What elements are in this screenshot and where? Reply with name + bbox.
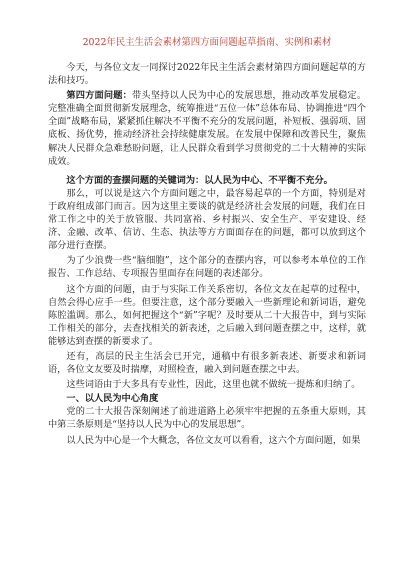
new-terms-paragraph: 这个方面的问题，由于与实际工作关系密切，各位文友在起草的过程中，自然会得心应手一些。但要注意，这个部分要融入一些新理论和新词语，避免陈腔滥调。那么，如何把握这个“新”字呢？及时要从二十大报告中，到与实际工作相关的部分，去查找相关的新表述，之后融入到问题查摆之中，这样，就能够达到查摆的新要求了。 [48,283,366,347]
last-paragraph: 以人民为中心是一个大概念，各位文友可以看看，这六个方面问题，如果 [66,434,361,446]
intro-paragraph: 今天，与各位文友一同探讨2022年民主生活会素材第四方面问题起草的方法和技巧。 [48,62,366,87]
subsection-heading: 一、以人民为中心角度 [66,393,159,405]
section4-label: 第四方面问题： [66,90,132,102]
examples-paragraph: 这些词语由于大多具有专业性，因此，这里也就不做统一提炼和归纳了。 [66,379,361,391]
section4-paragraph [48,89,366,168]
also-paragraph: 还有，高层的民主生活会已开完，通稿中有很多新表述、新要求和新词语，各位文友要及时揣摩，对照检查，融入到问题查摆之中去。 [48,350,366,376]
scope-paragraph: 那么，可以说是这六个方面问题之中，最容易起草的一个方面，特别是对于政府组成部门而言。因为这里主要谈的就是经济社会发展的问题，我们在日常工作之中的关于放管服、共同富裕、乡村振兴、安全生产、平安建设、经济、金融、改革、信访、生态、执法等方方面面存在的问题，都可以放到这个部分进行查摆。 [48,187,366,252]
keywords-heading: 这个方面的查摆问题的关键词为：以人民为中心、不平衡不充分。 [66,174,333,186]
document-title: 2022年民主生活会素材第四方面问题起草指南、实例和素材 [82,37,332,48]
reference-paragraph: 为了少浪费一些“脑细胞”，这个部分的查摆内容，可以参考本单位的工作报告、工作总结、专项报告里面存在问题的表述部分。 [48,255,366,280]
section4-text: 带头坚持以人民为中心的发展思想，推动改革发展稳定。完整准确全面贯彻新发展理念，统筹推进“五位一体”总体布局、协调推进“四个全面”战略布局，紧紧抓住解决不平衡不充分的发展问题，补短板、强弱项、固底板、扬优势，推动经济社会持续健康发展。在发展中保障和改善民生，聚焦解决人民群众急难愁盼问题，让人民群众看到学习贯彻党的二十大精神的实际成效。 [48,90,367,167]
subsection-paragraph: 党的二十大报告深刻阐述了前进道路上必须牢牢把握的五条重大原则，其中第三条原则是“坚持以人民为中心的发展思想”。 [48,406,366,431]
